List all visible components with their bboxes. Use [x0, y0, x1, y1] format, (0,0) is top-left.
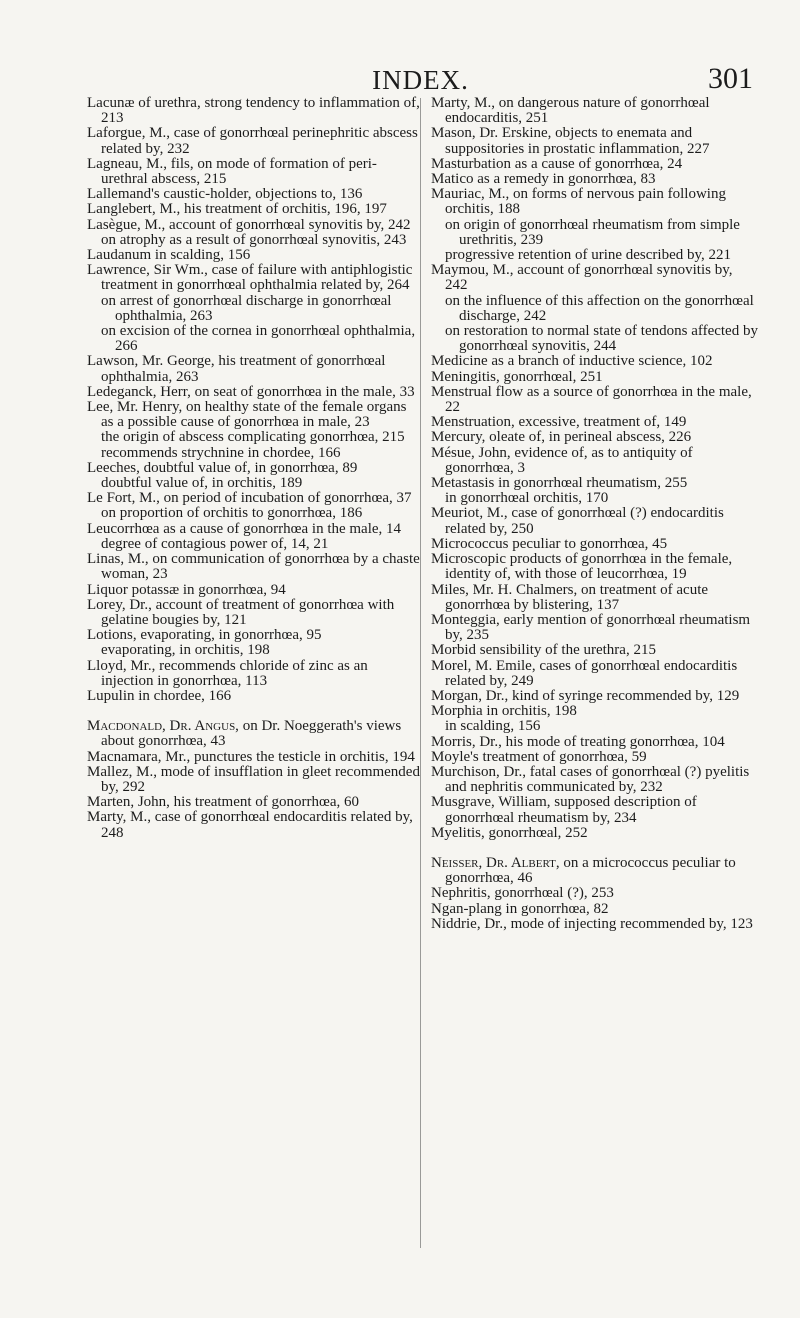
index-subentry: doubtful value of, in orchitis, 189 [101, 475, 303, 492]
index-subentry: in gonorrhœal orchitis, 170 [445, 490, 609, 507]
index-entry: Nephritis, gonorrhœal (?), 253 [431, 885, 614, 902]
index-entry: Menstruation, excessive, treatment of, 149 [431, 414, 687, 431]
index-entry: Musgrave, William, supposed description of gonorrhœal rheumatism by, 234 [431, 794, 697, 826]
index-subentry: on atrophy as a result of gonorrhœal synovitis, 243 [101, 231, 407, 248]
index-entry: Morgan, Dr., kind of syringe recommended by, 129 [431, 687, 740, 704]
index-entry: Ngan-plang in gonorrhœa, 82 [431, 900, 609, 917]
index-entry: Lacunæ of urethra, strong tendency to inflammation of, 213 [87, 95, 420, 127]
index-entry: Leeches, doubtful value of, in gonorrhœa, 89 [87, 459, 358, 476]
index-entry: Masturbation as a cause of gonorrhœa, 24 [431, 155, 683, 172]
index-entry: Meuriot, M., case of gonorrhœal (?) endocarditis related by, 250 [431, 505, 724, 537]
index-entry: Lawson, Mr. George, his treatment of gonorrhœal ophthalmia, 263 [87, 353, 386, 385]
index-entry: Lagneau, M., fils, on mode of formation of peri-urethral abscess, 215 [87, 155, 377, 188]
index-entry: Menstrual flow as a source of gonorrhœa in the male, 22 [431, 383, 752, 416]
index-entry: Matico as a remedy in gonorrhœa, 83 [431, 171, 656, 188]
index-entry: Morbid sensibility of the urethra, 215 [431, 642, 656, 659]
page-title: INDEX. [372, 65, 469, 95]
index-entry: Lupulin in chordee, 166 [87, 687, 232, 704]
index-entry: Medicine as a branch of inductive science, 102 [431, 353, 713, 370]
column-divider [420, 98, 421, 1248]
index-entry: Macnamara, Mr., punctures the testicle in orchitis, 194 [87, 748, 415, 765]
index-entry: Morphia in orchitis, 198 [431, 703, 577, 720]
index-entry: Moyle's treatment of gonorrhœa, 59 [431, 748, 647, 765]
index-subentry: on origin of gonorrhœal rheumatism from simple urethritis, 239 [445, 216, 740, 248]
page-number: 301 [708, 62, 753, 95]
index-entry: Mésue, John, evidence of, as to antiquity of gonorrhœa, 3 [431, 444, 693, 476]
index-entry: Laudanum in scalding, 156 [87, 247, 251, 264]
index-subentry: recommends strychnine in chordee, 166 [101, 444, 341, 461]
index-entry: Morris, Dr., his mode of treating gonorrhœa, 104 [431, 733, 725, 750]
index-subentry: the origin of abscess complicating gonorrhœa, 215 [101, 429, 405, 446]
index-entry: Lloyd, Mr., recommends chloride of zinc as an injection in gonorrhœa, 113 [87, 657, 368, 689]
index-entry: Mercury, oleate of, in perineal abscess, 226 [431, 429, 692, 446]
index-entry: Meningitis, gonorrhœal, 251 [431, 368, 603, 385]
index-entry: Neisser, Dr. Albert, on a micrococcus peculiar to gonorrhœa, 46 [431, 854, 736, 887]
index-subentry: degree of contagious power of, 14, 21 [101, 535, 329, 552]
index-entry: Lotions, evaporating, in gonorrhœa, 95 [87, 627, 322, 644]
index-entry: Niddrie, Dr., mode of injecting recommended by, 123 [431, 915, 753, 932]
index-entry: Leucorrhœa as a cause of gonorrhœa in the male, 14 [87, 520, 402, 537]
index-subentry: evaporating, in orchitis, 198 [101, 642, 270, 659]
index-entry: Le Fort, M., on period of incubation of gonorrhœa, 37 [87, 490, 412, 507]
index-entry: Ledeganck, Herr, on seat of gonorrhœa in the male, 33 [87, 383, 415, 400]
index-subentry: progressive retention of urine described by, 221 [445, 247, 732, 264]
index-column-left [87, 96, 420, 841]
index-entry: Murchison, Dr., fatal cases of gonorrhœal (?) pyelitis and nephritis communicated by, 232 [431, 763, 750, 796]
index-entry: Micrococcus peculiar to gonorrhœa, 45 [431, 535, 668, 552]
index-entry: Morel, M. Emile, cases of gonorrhœal endocarditis related by, 249 [431, 657, 738, 689]
index-entry: Macdonald, Dr. Angus, on Dr. Noeggerath's views about gonorrhœa, 43 [87, 718, 402, 750]
index-entry: Lee, Mr. Henry, on healthy state of the female organs as a possible cause of gonorrhœa in male, 23 [87, 399, 407, 431]
index-entry: Langlebert, M., his treatment of orchitis, 196, 197 [87, 201, 387, 218]
index-entry: Lawrence, Sir Wm., case of failure with antiphlogistic treatment in gonorrhœal ophthalmia related by, 264 [87, 262, 413, 294]
index-entry: Marty, M., on dangerous nature of gonorrhœal endocarditis, 251 [431, 95, 710, 127]
index-subentry: on proportion of orchitis to gonorrhœa, 186 [101, 505, 363, 522]
index-entry: Linas, M., on communication of gonorrhœa by a chaste woman, 23 [87, 551, 420, 583]
index-subentry: in scalding, 156 [445, 718, 541, 735]
index-entry: Marten, John, his treatment of gonorrhœa, 60 [87, 794, 360, 811]
index-entry: Myelitis, gonorrhœal, 252 [431, 824, 588, 841]
index-entry: Lorey, Dr., account of treatment of gonorrhœa with gelatine bougies by, 121 [87, 596, 395, 628]
index-subentry: on excision of the cornea in gonorrhœal ophthalmia, 266 [101, 323, 416, 355]
index-entry: Microscopic products of gonorrhœa in the female, identity of, with those of leucorrhœa, 19 [431, 551, 733, 583]
index-entry: Lallemand's caustic-holder, objections to, 136 [87, 186, 363, 203]
index-entry: Marty, M., case of gonorrhœal endocarditis related by, 248 [87, 809, 413, 841]
index-entry: Lasègue, M., account of gonorrhœal synovitis by, 242 [87, 216, 411, 233]
index-entry: Laforgue, M., case of gonorrhœal perinephritic abscess related by, 232 [87, 125, 418, 157]
index-entry: Mason, Dr. Erskine, objects to enemata and suppositories in prostatic inflammation, 227 [431, 125, 710, 157]
index-entry: Maymou, M., account of gonorrhœal synovitis by, 242 [431, 262, 733, 294]
entry-name-smallcaps: Macdonald, Dr. Angus, [87, 718, 239, 735]
index-entry: Mauriac, M., on forms of nervous pain following orchitis, 188 [431, 186, 726, 218]
index-entry: Mallez, M., mode of insufflation in gleet recommended by, 292 [87, 763, 420, 795]
index-subentry: on the influence of this affection on the gonorrhœal discharge, 242 [445, 292, 754, 324]
index-subentry: on restoration to normal state of tendons affected by gonorrhœal synovitis, 244 [445, 323, 758, 355]
index-entry: Monteggia, early mention of gonorrhœal rheumatism by, 235 [431, 611, 751, 644]
index-subentry: on arrest of gonorrhœal discharge in gonorrhœal ophthalmia, 263 [101, 292, 392, 324]
index-entry: Liquor potassæ in gonorrhœa, 94 [87, 581, 286, 598]
index-column-right [431, 96, 758, 932]
index-entry: Miles, Mr. H. Chalmers, on treatment of acute gonorrhœa by blistering, 137 [431, 581, 709, 613]
index-entry: Metastasis in gonorrhœal rheumatism, 255 [431, 475, 688, 492]
entry-name-smallcaps: Neisser, Dr. Albert, [431, 854, 560, 871]
